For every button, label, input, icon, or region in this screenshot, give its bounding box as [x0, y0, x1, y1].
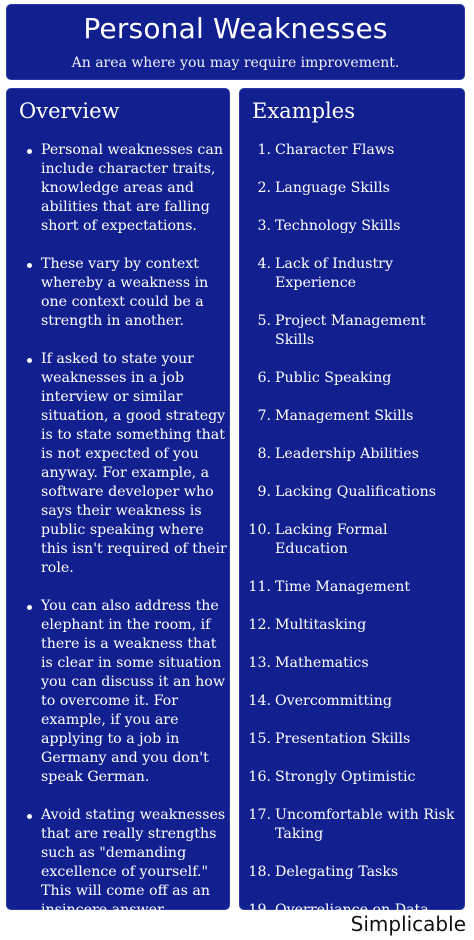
bullet-icon	[27, 605, 32, 610]
item-text: Multitasking	[275, 617, 367, 633]
item-text: Technology Skills	[275, 218, 401, 234]
page-subtitle: An area where you may require improvement.	[71, 55, 400, 71]
item-text: Character Flaws	[275, 142, 395, 158]
item-text: Mathematics	[275, 655, 369, 671]
item-text: Lacking Formal Education	[275, 522, 388, 557]
list-item	[245, 654, 461, 673]
item-number: 19.	[248, 902, 271, 918]
list-item-text: You can also address the elephant in the room, if there is a weakness that is clear in some situation you can discuss it an how to overcome it. For example, if you are applying to a job in Germany and you don't speak German.	[41, 598, 225, 785]
examples-panel	[239, 88, 465, 918]
item-text: Strongly Optimistic	[275, 769, 416, 785]
item-number: 6.	[257, 370, 271, 386]
list-item	[245, 179, 461, 198]
item-text: Leadership Abilities	[275, 446, 419, 462]
item-number: 7.	[257, 408, 271, 424]
list-item	[21, 597, 227, 787]
item-number: 4.	[257, 256, 271, 272]
item-text: Lacking Qualifications	[275, 484, 437, 500]
item-text: Time Management	[275, 579, 411, 595]
item-number: 5.	[257, 313, 271, 329]
item-text: Public Speaking	[275, 370, 392, 386]
item-number: 3.	[257, 218, 271, 234]
item-number: 11.	[248, 579, 271, 595]
list-item	[245, 730, 461, 749]
item-number: 15.	[248, 731, 271, 747]
list-item	[245, 407, 461, 426]
list-item	[21, 141, 227, 236]
item-number: 17.	[248, 807, 271, 823]
overview-panel	[6, 88, 230, 918]
list-item	[245, 578, 461, 597]
item-text: Language Skills	[275, 180, 390, 196]
list-item-text: Avoid stating weaknesses that are really strengths such as "demanding excellence of yourself." This will come off as an insincere answer.	[41, 807, 226, 918]
list-item	[245, 445, 461, 464]
list-item	[21, 255, 227, 331]
list-item	[245, 217, 461, 236]
item-text: Presentation Skills	[275, 731, 411, 747]
item-text: Overcommitting	[275, 693, 392, 709]
bullet-icon	[27, 814, 32, 819]
item-text: Uncomfortable with Risk Taking	[275, 807, 455, 842]
item-number: 18.	[248, 864, 271, 880]
header-banner	[6, 4, 465, 80]
list-item	[245, 863, 461, 882]
overview-list	[21, 141, 227, 939]
list-item	[245, 616, 461, 635]
list-item	[245, 768, 461, 787]
item-number: 10.	[248, 522, 271, 538]
item-text: Overreliance on Data	[275, 902, 429, 918]
item-text: Lack of Industry Experience	[275, 256, 393, 291]
item-number: 2.	[257, 180, 271, 196]
bullet-icon	[27, 149, 32, 154]
item-number: 13.	[248, 655, 271, 671]
list-item	[245, 521, 461, 559]
item-number: 16.	[248, 769, 271, 785]
item-number: 12.	[248, 617, 271, 633]
list-item	[245, 369, 461, 388]
list-item	[21, 806, 227, 920]
list-item	[245, 141, 461, 160]
list-item-text: These vary by context whereby a weakness in one context could be a strength in another.	[41, 256, 209, 329]
item-number: 1.	[257, 142, 271, 158]
list-item-text: Personal weaknesses can include character traits, knowledge areas and abilities that are falling short of expectations.	[41, 142, 223, 234]
list-item	[245, 255, 461, 293]
item-number: 8.	[257, 446, 271, 462]
bullet-icon	[27, 263, 32, 268]
list-item	[245, 312, 461, 350]
list-item	[245, 483, 461, 502]
list-item-text: If asked to state your weaknesses in a job interview or similar situation, a good strategy is to state something that is not expected of you anyway. For example, a software developer who says their weakness is public speaking where this isn't required of their role.	[41, 351, 227, 576]
examples-list	[245, 141, 461, 939]
item-text: Project Management Skills	[275, 313, 426, 348]
item-number: 14.	[248, 693, 271, 709]
examples-heading: Examples	[252, 99, 355, 123]
overview-heading: Overview	[19, 99, 120, 123]
bullet-icon	[27, 358, 32, 363]
list-item	[245, 692, 461, 711]
list-item	[21, 350, 227, 578]
list-item	[245, 806, 461, 844]
item-number: 9.	[257, 484, 271, 500]
page-title: Personal Weaknesses	[83, 12, 388, 45]
item-text: Delegating Tasks	[275, 864, 399, 880]
item-text: Management Skills	[275, 408, 414, 424]
brand-logo: Simplicable	[350, 912, 466, 936]
